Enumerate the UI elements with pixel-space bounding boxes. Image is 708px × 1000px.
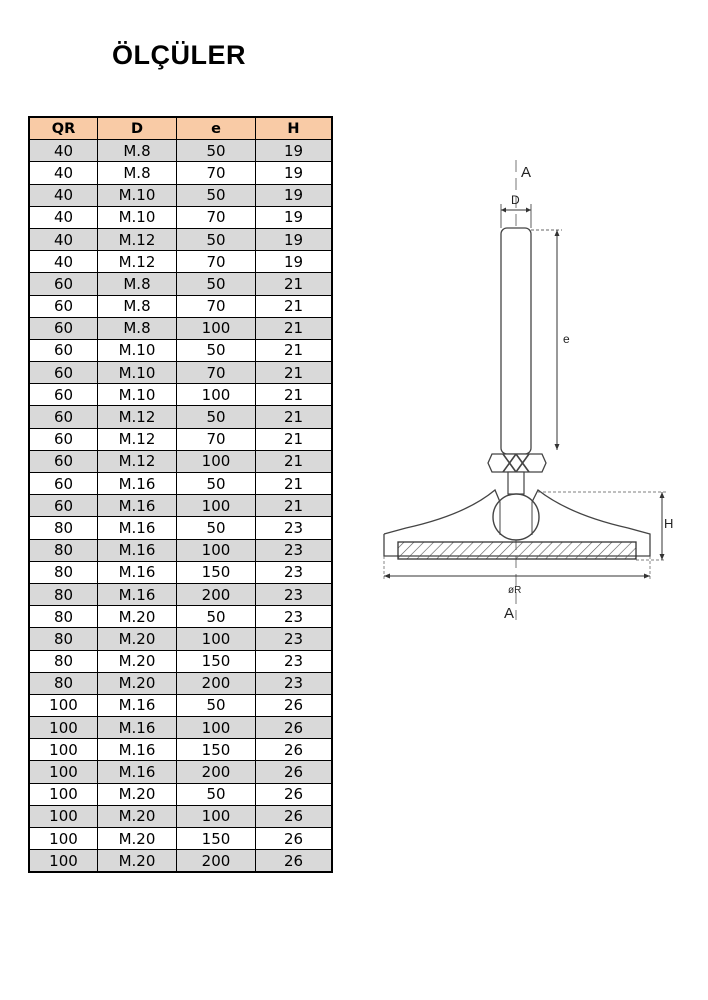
cell-h: 19 — [256, 184, 333, 206]
h-arrow-top — [660, 492, 665, 498]
dim-label-r: øR — [508, 585, 522, 596]
cell-qr: 100 — [29, 717, 98, 739]
threaded-rod — [501, 228, 531, 454]
cell-qr: 60 — [29, 362, 98, 384]
cell-d: M.16 — [98, 495, 177, 517]
cell-d: M.10 — [98, 362, 177, 384]
cell-d: M.20 — [98, 850, 177, 873]
cell-h: 26 — [256, 739, 333, 761]
section-label-bottom: A — [504, 605, 515, 622]
cell-qr: 40 — [29, 162, 98, 184]
cell-h: 21 — [256, 339, 333, 361]
cell-e: 70 — [177, 251, 256, 273]
cell-h: 26 — [256, 694, 333, 716]
page-title: ÖLÇÜLER — [112, 40, 246, 70]
cell-d: M.10 — [98, 184, 177, 206]
cell-e: 70 — [177, 362, 256, 384]
cell-h: 21 — [256, 428, 333, 450]
table-row — [29, 273, 332, 295]
table-row — [29, 672, 332, 694]
table-row — [29, 717, 332, 739]
cell-h: 23 — [256, 583, 333, 605]
cell-qr: 100 — [29, 761, 98, 783]
cell-h: 26 — [256, 850, 333, 873]
cell-h: 23 — [256, 606, 333, 628]
cell-e: 100 — [177, 317, 256, 339]
cell-qr: 100 — [29, 739, 98, 761]
cell-e: 50 — [177, 184, 256, 206]
dim-label-h: H — [664, 516, 674, 531]
cell-e: 100 — [177, 384, 256, 406]
table-row — [29, 828, 332, 850]
r-arrow-right — [644, 574, 650, 579]
cell-qr: 100 — [29, 694, 98, 716]
cell-d: M.8 — [98, 317, 177, 339]
dimensions-table — [28, 116, 333, 873]
dim-label-e: e — [563, 332, 570, 346]
cell-e: 100 — [177, 539, 256, 561]
cell-h: 19 — [256, 140, 333, 162]
cell-h: 21 — [256, 295, 333, 317]
dim-label-d: D — [511, 193, 520, 207]
cell-qr: 60 — [29, 339, 98, 361]
cell-e: 150 — [177, 739, 256, 761]
cell-qr: 60 — [29, 273, 98, 295]
cell-d: M.16 — [98, 717, 177, 739]
cell-e: 200 — [177, 850, 256, 873]
cell-e: 70 — [177, 162, 256, 184]
cell-qr: 40 — [29, 251, 98, 273]
cell-e: 100 — [177, 628, 256, 650]
cell-e: 70 — [177, 206, 256, 228]
table-row — [29, 317, 332, 339]
cell-h: 21 — [256, 495, 333, 517]
cell-qr: 60 — [29, 428, 98, 450]
table-row — [29, 650, 332, 672]
table-row — [29, 384, 332, 406]
table-row — [29, 805, 332, 827]
cell-h: 21 — [256, 273, 333, 295]
cell-d: M.8 — [98, 273, 177, 295]
section-label-top: A — [521, 164, 532, 181]
table-row — [29, 162, 332, 184]
d-arrow-left — [501, 208, 506, 213]
cell-h: 21 — [256, 473, 333, 495]
cell-e: 100 — [177, 805, 256, 827]
cell-d: M.12 — [98, 406, 177, 428]
cell-e: 50 — [177, 694, 256, 716]
table-row — [29, 539, 332, 561]
cell-h: 23 — [256, 650, 333, 672]
cell-d: M.20 — [98, 805, 177, 827]
cell-e: 200 — [177, 761, 256, 783]
cell-qr: 80 — [29, 628, 98, 650]
table-row — [29, 450, 332, 472]
table-row — [29, 184, 332, 206]
cell-h: 19 — [256, 251, 333, 273]
cell-qr: 40 — [29, 140, 98, 162]
cell-e: 50 — [177, 273, 256, 295]
cell-qr: 60 — [29, 295, 98, 317]
table-row — [29, 561, 332, 583]
cell-h: 26 — [256, 828, 333, 850]
table-row — [29, 739, 332, 761]
leveling-foot-drawing — [370, 150, 674, 640]
cell-qr: 40 — [29, 206, 98, 228]
cell-h: 19 — [256, 206, 333, 228]
cell-qr: 80 — [29, 650, 98, 672]
table-row — [29, 628, 332, 650]
table-row — [29, 251, 332, 273]
cell-h: 21 — [256, 384, 333, 406]
cell-e: 50 — [177, 228, 256, 250]
column-header-d: D — [98, 117, 177, 140]
cell-e: 50 — [177, 783, 256, 805]
cell-d: M.20 — [98, 606, 177, 628]
table-row — [29, 362, 332, 384]
cell-e: 50 — [177, 140, 256, 162]
cell-d: M.8 — [98, 140, 177, 162]
cell-e: 50 — [177, 406, 256, 428]
cell-qr: 60 — [29, 450, 98, 472]
cell-d: M.16 — [98, 473, 177, 495]
table-row — [29, 428, 332, 450]
cell-h: 26 — [256, 761, 333, 783]
cell-e: 70 — [177, 428, 256, 450]
cell-e: 200 — [177, 583, 256, 605]
cell-h: 19 — [256, 162, 333, 184]
cell-d: M.12 — [98, 228, 177, 250]
cell-qr: 80 — [29, 672, 98, 694]
cell-e: 200 — [177, 672, 256, 694]
cell-d: M.16 — [98, 539, 177, 561]
cell-d: M.20 — [98, 628, 177, 650]
table-header-row — [29, 117, 332, 140]
h-arrow-bottom — [660, 554, 665, 560]
table-row — [29, 495, 332, 517]
cell-h: 23 — [256, 561, 333, 583]
ball-neck — [508, 472, 524, 494]
cell-d: M.16 — [98, 517, 177, 539]
table-row — [29, 406, 332, 428]
column-header-qr: QR — [29, 117, 98, 140]
cell-qr: 80 — [29, 539, 98, 561]
table-row — [29, 140, 332, 162]
cell-d: M.20 — [98, 650, 177, 672]
table-row — [29, 517, 332, 539]
table-row — [29, 206, 332, 228]
e-arrow-bottom — [555, 444, 560, 450]
cell-d: M.16 — [98, 739, 177, 761]
cell-d: M.10 — [98, 339, 177, 361]
table-row — [29, 228, 332, 250]
e-arrow-top — [555, 230, 560, 236]
cell-qr: 60 — [29, 473, 98, 495]
cell-d: M.10 — [98, 384, 177, 406]
cell-qr: 40 — [29, 184, 98, 206]
cell-qr: 80 — [29, 606, 98, 628]
table-row — [29, 783, 332, 805]
cell-qr: 100 — [29, 805, 98, 827]
table-body — [29, 140, 332, 873]
cell-d: M.8 — [98, 162, 177, 184]
table-row — [29, 606, 332, 628]
table-row — [29, 295, 332, 317]
cell-h: 23 — [256, 539, 333, 561]
cell-qr: 60 — [29, 384, 98, 406]
cell-qr: 80 — [29, 583, 98, 605]
cell-e: 100 — [177, 450, 256, 472]
cell-h: 23 — [256, 628, 333, 650]
table-row — [29, 694, 332, 716]
cell-qr: 60 — [29, 406, 98, 428]
cell-qr: 100 — [29, 850, 98, 873]
cell-d: M.20 — [98, 672, 177, 694]
cell-h: 23 — [256, 517, 333, 539]
cell-e: 50 — [177, 339, 256, 361]
cell-e: 50 — [177, 517, 256, 539]
r-arrow-left — [384, 574, 390, 579]
cell-e: 150 — [177, 561, 256, 583]
cell-d: M.8 — [98, 295, 177, 317]
cell-e: 50 — [177, 606, 256, 628]
cell-d: M.16 — [98, 583, 177, 605]
cell-qr: 60 — [29, 495, 98, 517]
cell-h: 21 — [256, 362, 333, 384]
cell-e: 100 — [177, 495, 256, 517]
cell-d: M.12 — [98, 428, 177, 450]
cell-d: M.16 — [98, 761, 177, 783]
column-header-e: e — [177, 117, 256, 140]
table-row — [29, 473, 332, 495]
table-row — [29, 339, 332, 361]
table-row — [29, 583, 332, 605]
cell-e: 100 — [177, 717, 256, 739]
cell-qr: 100 — [29, 783, 98, 805]
cell-e: 70 — [177, 295, 256, 317]
cell-d: M.12 — [98, 251, 177, 273]
cell-h: 23 — [256, 672, 333, 694]
cell-h: 19 — [256, 228, 333, 250]
column-header-h: H — [256, 117, 333, 140]
cell-h: 26 — [256, 783, 333, 805]
cell-h: 26 — [256, 805, 333, 827]
cell-qr: 100 — [29, 828, 98, 850]
cell-h: 21 — [256, 450, 333, 472]
cell-e: 150 — [177, 828, 256, 850]
cell-d: M.16 — [98, 694, 177, 716]
cell-d: M.10 — [98, 206, 177, 228]
base-pad — [398, 542, 636, 559]
cell-e: 150 — [177, 650, 256, 672]
cell-d: M.20 — [98, 783, 177, 805]
table-row — [29, 850, 332, 873]
cell-d: M.16 — [98, 561, 177, 583]
cell-d: M.12 — [98, 450, 177, 472]
cell-h: 21 — [256, 317, 333, 339]
cell-qr: 60 — [29, 317, 98, 339]
cell-h: 26 — [256, 717, 333, 739]
cell-h: 21 — [256, 406, 333, 428]
cell-d: M.20 — [98, 828, 177, 850]
cell-e: 50 — [177, 473, 256, 495]
cell-qr: 80 — [29, 561, 98, 583]
d-arrow-right — [526, 208, 531, 213]
cell-qr: 80 — [29, 517, 98, 539]
cell-qr: 40 — [29, 228, 98, 250]
table-row — [29, 761, 332, 783]
